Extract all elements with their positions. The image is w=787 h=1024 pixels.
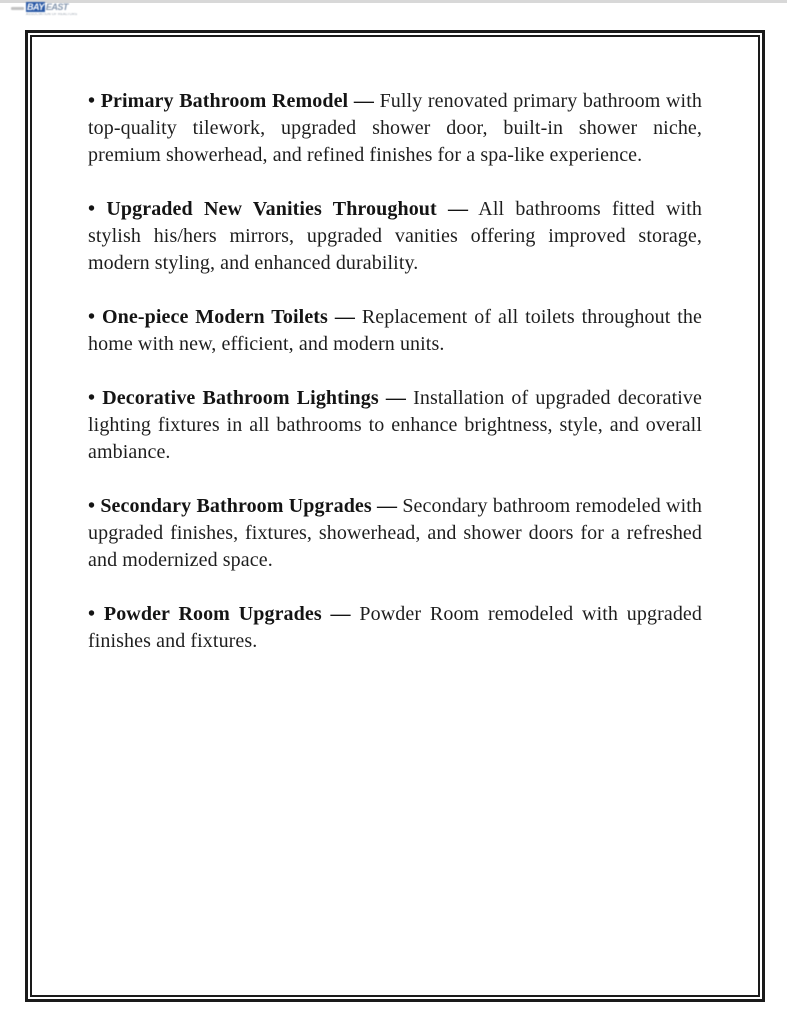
bullet-glyph: • [88, 198, 96, 220]
em-dash-separator: — [334, 306, 355, 328]
feature-description: Secondary bathroom remodeled with upgraded finishes, fixtures, showerhead, and shower doors for a refreshed and modernized space. [88, 495, 702, 571]
feature-title: Secondary Bathroom Upgrades [100, 495, 372, 517]
feature-item [88, 385, 702, 466]
document-inner-frame [30, 35, 760, 997]
bullet-glyph: • [88, 495, 96, 517]
feature-description: All bathrooms fitted with stylish his/hers mirrors, upgraded vanities offering improved storage, modern styling, and enhanced durability. [88, 198, 702, 274]
bullet-glyph: • [88, 306, 96, 328]
bayeast-logo-text [26, 2, 119, 19]
feature-title: Upgraded New Vanities Throughout [106, 198, 437, 220]
feature-description: Fully renovated primary bathroom with top-quality tilework, upgraded shower door, built-in shower niche, premium showerhead, and refined finishes for a spa-like experience. [88, 90, 702, 166]
em-dash-separator: — [377, 495, 398, 517]
bullet-glyph: • [88, 90, 96, 112]
feature-item [88, 601, 702, 655]
logo-left-smudge [11, 7, 24, 10]
features-list [88, 88, 702, 655]
feature-description: Replacement of all toilets throughout the home with new, efficient, and modern units. [88, 306, 702, 355]
em-dash-separator: — [330, 603, 351, 625]
bullet-glyph: • [88, 603, 96, 625]
bayeast-logo-tagline: ASSOCIATION OF REALTORS [26, 13, 78, 17]
feature-description: Powder Room remodeled with upgraded finishes and fixtures. [88, 603, 702, 652]
feature-title: One-piece Modern Toilets [102, 306, 328, 328]
em-dash-separator: — [448, 198, 469, 220]
feature-item [88, 88, 702, 169]
bullet-glyph: • [88, 387, 96, 409]
em-dash-separator: — [353, 90, 374, 112]
document-border-frame [25, 30, 765, 1002]
feature-item [88, 493, 702, 574]
bayeast-logo-bay: BAY [27, 2, 44, 12]
feature-title: Powder Room Upgrades [103, 603, 322, 625]
feature-item [88, 304, 702, 358]
feature-item [88, 196, 702, 277]
em-dash-separator: — [385, 387, 407, 409]
feature-title: Decorative Bathroom Lightings [102, 387, 379, 409]
bayeast-logo-east: EAST [45, 2, 68, 12]
feature-description: Installation of upgraded decorative lighting fixtures in all bathrooms to enhance brightness, style, and overall ambiance. [88, 387, 703, 463]
bayeast-logo [11, 2, 119, 19]
feature-title: Primary Bathroom Remodel [100, 90, 349, 112]
bayeast-logo-wordmark [26, 2, 119, 12]
